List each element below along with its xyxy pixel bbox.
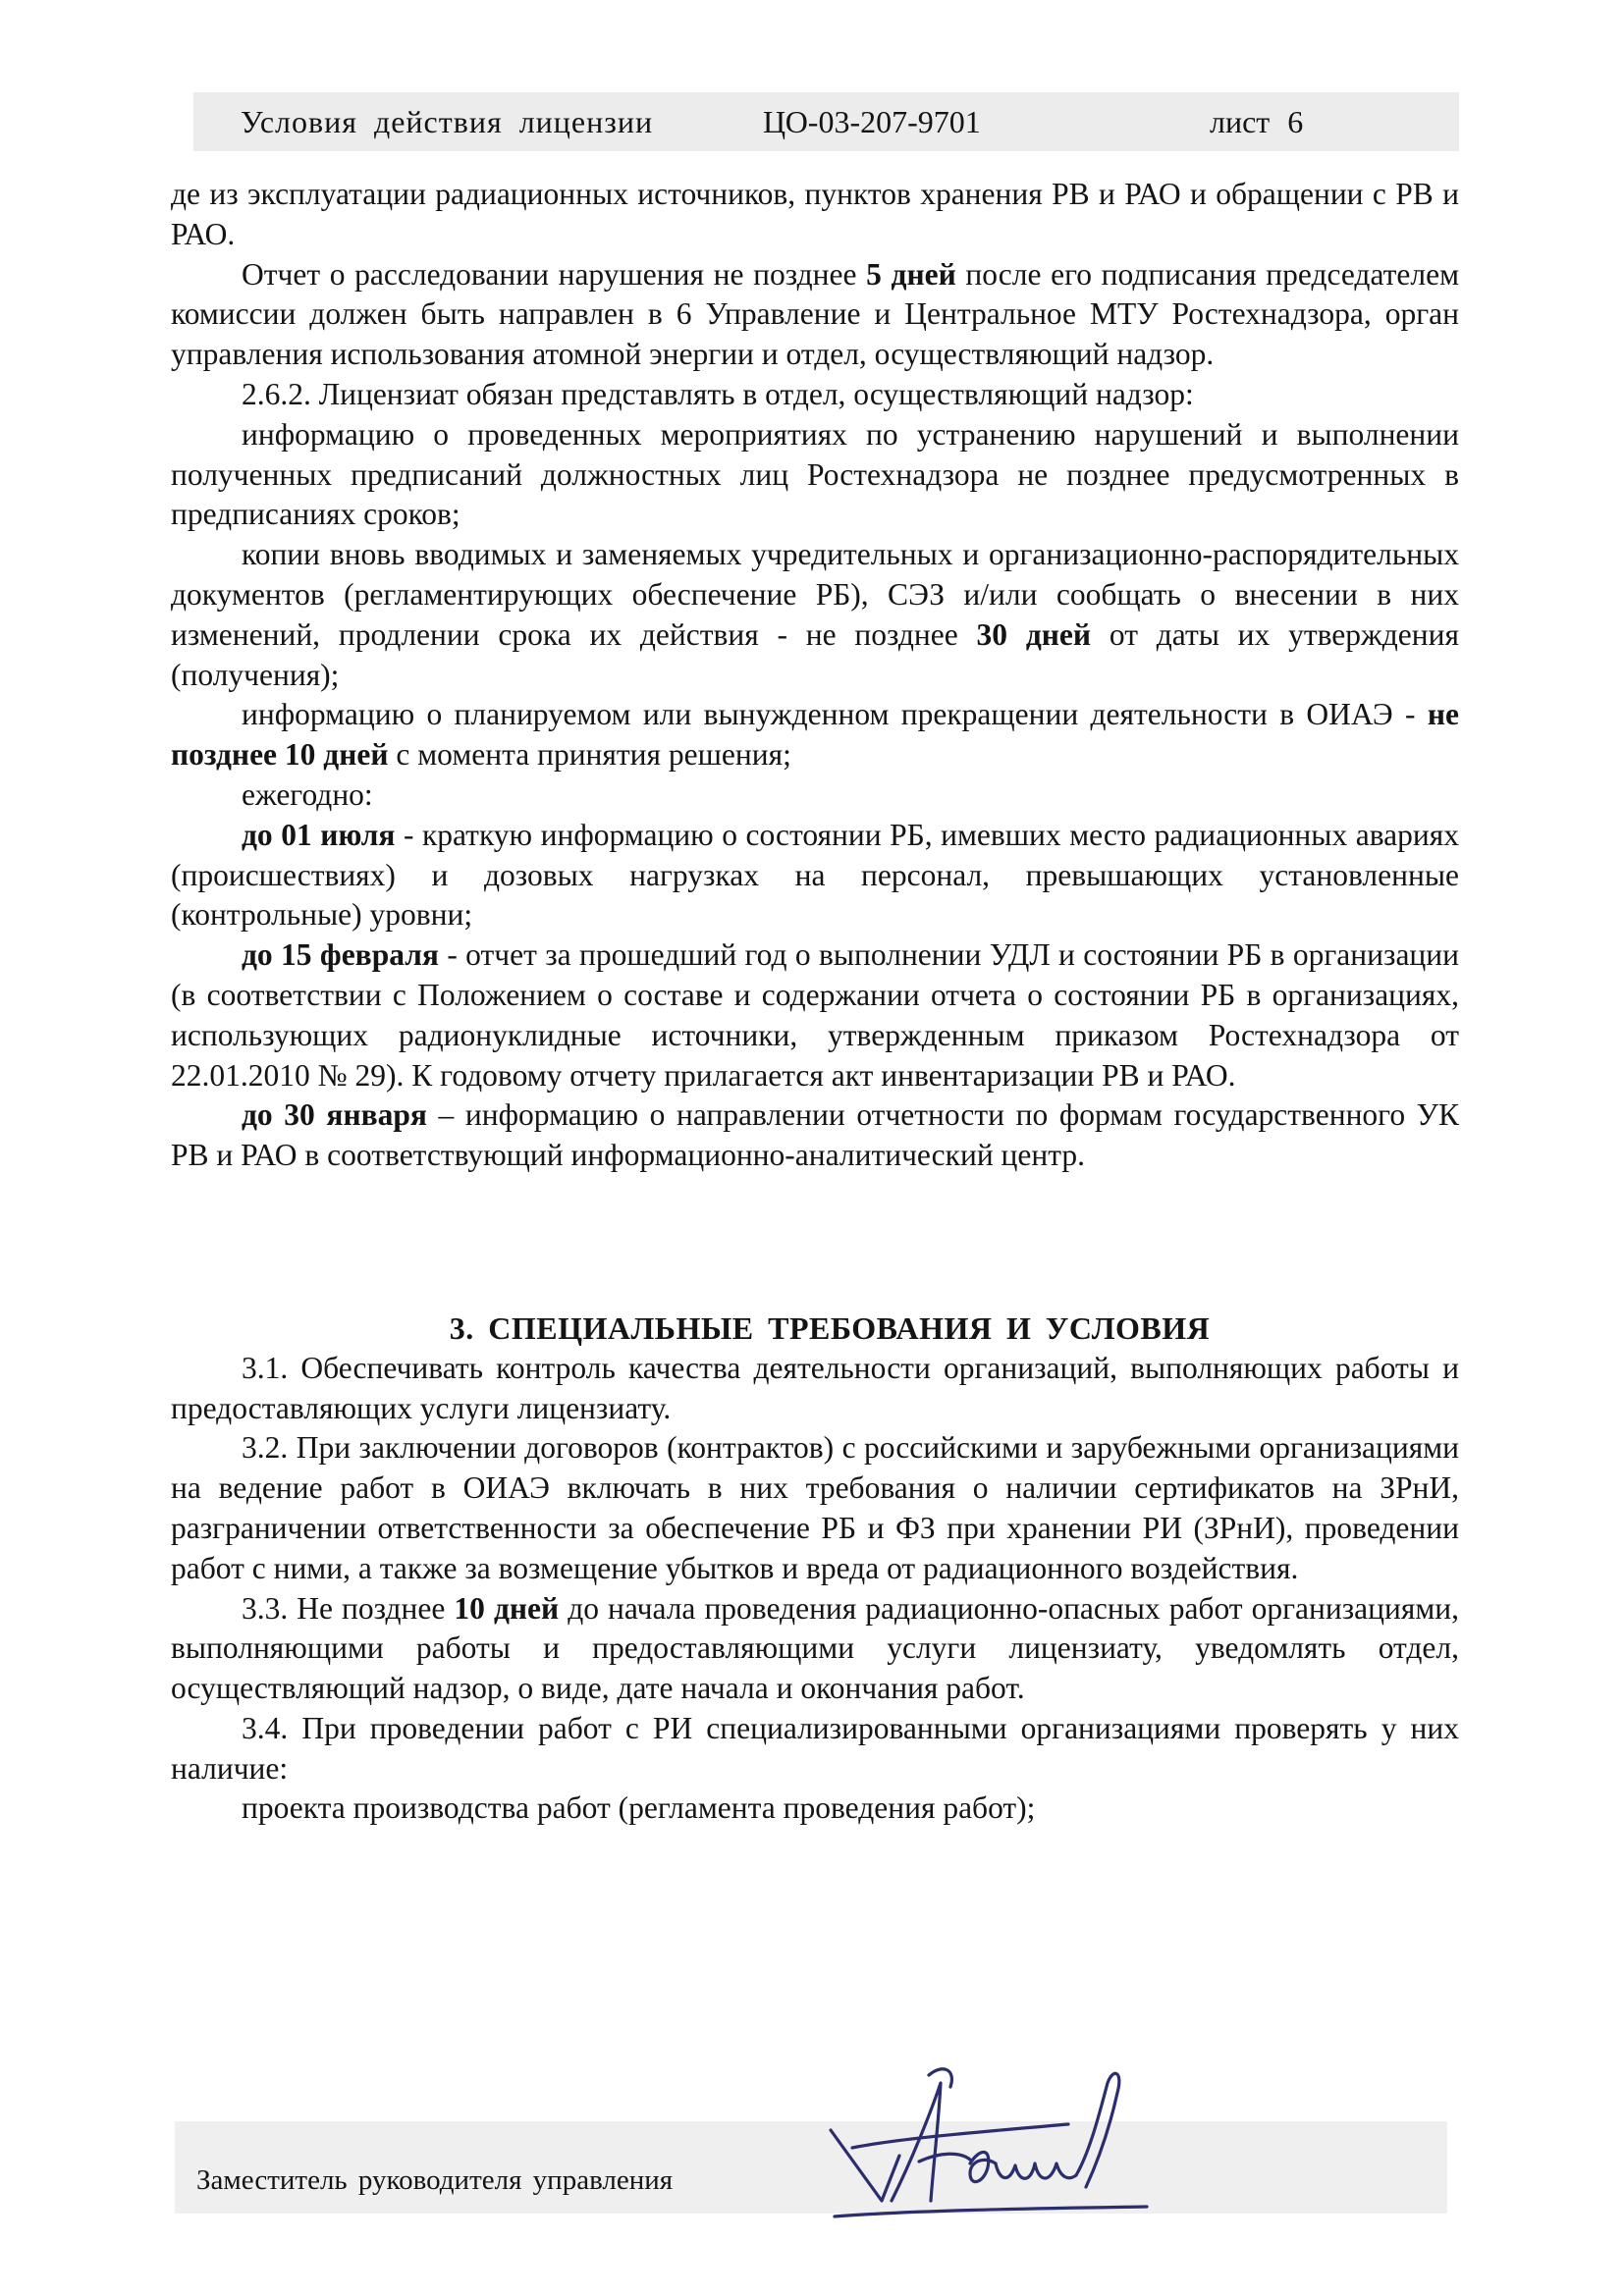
bold-deadline: до 15 февраля [242,937,439,973]
text-segment: копии вновь вводимых и заменяемых учредительных и организационно-распорядительных документов (регламентирующих обеспечение РБ), СЭЗ и/или сообщать о внесении в них изменений, продлении срока их действия - не позднее [171,537,1459,652]
license-number: ЦО-03-207-9701 [763,104,981,139]
text-segment: - краткую информацию о состоянии РБ, имевших место радиационных авариях (происшествиях) и дозовых нагрузках на персонал, превышающих установленные (контрольные) уровни; [171,817,1459,933]
signature-footer-band [175,2121,1447,2214]
bold-deadline: до 30 января [242,1097,427,1133]
paragraph-january-deadline [171,1095,1459,1176]
clause-3-4: 3.4. При проведении работ с РИ специализированными организациями проверять у них наличие: [171,1710,1459,1786]
signatory-title: Заместитель руководителя управления [196,2164,674,2196]
bold-deadline: до 01 июля [242,817,396,852]
text-segment: 3.3. Не позднее [242,1590,455,1626]
paragraph-annually: ежегодно: [242,776,373,812]
section-3-title: 3. СПЕЦИАЛЬНЫЕ ТРЕБОВАНИЯ И УСЛОВИЯ [449,1309,1211,1346]
header-title: Условия действия лицензии [241,104,654,139]
paragraph-july-deadline [171,816,1459,935]
license-header-band [193,92,1459,151]
bold-deadline: 5 дней [866,256,956,292]
text-segment: Отчет о расследовании нарушения не позднее [242,256,867,292]
paragraph-document-copies [171,535,1459,695]
clause-3-2: 3.2. При заключении договоров (контрактов) с российскими и зарубежными организациями на ведение работ в ОИАЭ включать в них требования о наличии сертификатов на ЗРнИ, разграничении ответственности за обеспечение РБ и ФЗ при хранении РИ (ЗРнИ), проведении работ с ними, а также за возмещение убытков и вреда от радиационного воздействия. [171,1430,1459,1585]
handwritten-signature [823,2054,1157,2250]
text-segment: до начала проведения радиационно-опасных работ организациями, выполняющими работы и предоставляющими услуги лицензиату, уведомлять отдел, осуществляющий надзор, о виде, дате начала и окончания работ. [171,1590,1460,1706]
bold-deadline: не позднее 10 дней [171,697,1459,773]
sheet-number: лист 6 [1210,104,1304,139]
bold-deadline: 30 дней [976,616,1092,652]
paragraph-continuation: де из эксплуатации радиационных источников, пунктов хранения РВ и РАО и обращении с РВ и РАО. [171,177,1459,251]
paragraph-february-deadline [171,935,1459,1095]
text-segment: с момента принятия решения; [388,737,791,773]
text-segment: информацию о планируемом или вынужденном прекращении деятельности в ОИАЭ - [242,697,1428,732]
document-body [171,175,1459,1829]
bold-deadline: 10 дней [454,1590,560,1626]
clause-3-3 [171,1589,1459,1709]
clause-2-6-2: 2.6.2. Лицензиат обязан представлять в отдел, осуществляющий надзор: [242,376,1194,411]
text-segment: – информацию о направлении отчетности по формам государственного УК РВ и РАО в соответствующий информационно-аналитический центр. [171,1097,1459,1173]
text-segment: - отчет за прошедший год о выполнении УДЛ и состоянии РБ в организации (в соответствии с Положением о составе и содержании отчета о состоянии РБ в организациях, использующих радионуклидные источники, утвержденным приказом Ростехнадзора от 22.01.2010 № 29). К годовому отчету прилагается акт инвентаризации РВ и РАО. [171,937,1459,1093]
paragraph-measures-info: информацию о проведенных мероприятиях по устранению нарушений и выполнении полученных предписаний должностных лиц Ростехнадзора не позднее предусмотренных в предписаниях сроков; [171,416,1459,532]
text-segment: от даты их утверждения (получения); [171,616,1459,692]
section-spacer [171,1176,1459,1308]
paragraph-work-project: проекта производства работ (регламента проведения работ); [242,1790,1036,1826]
paragraph-investigation-report [171,255,1459,375]
clause-3-1: 3.1. Обеспечивать контроль качества деятельности организаций, выполняющих работы и предоставляющих услуги лицензиату. [171,1350,1459,1425]
text-segment: после его подписания председателем комиссии должен быть направлен в 6 Управление и Центральное МТУ Ростехнадзора, орган управления использования атомной энергии и отдел, осуществляющий надзор. [171,256,1460,372]
paragraph-termination-info [171,695,1459,775]
